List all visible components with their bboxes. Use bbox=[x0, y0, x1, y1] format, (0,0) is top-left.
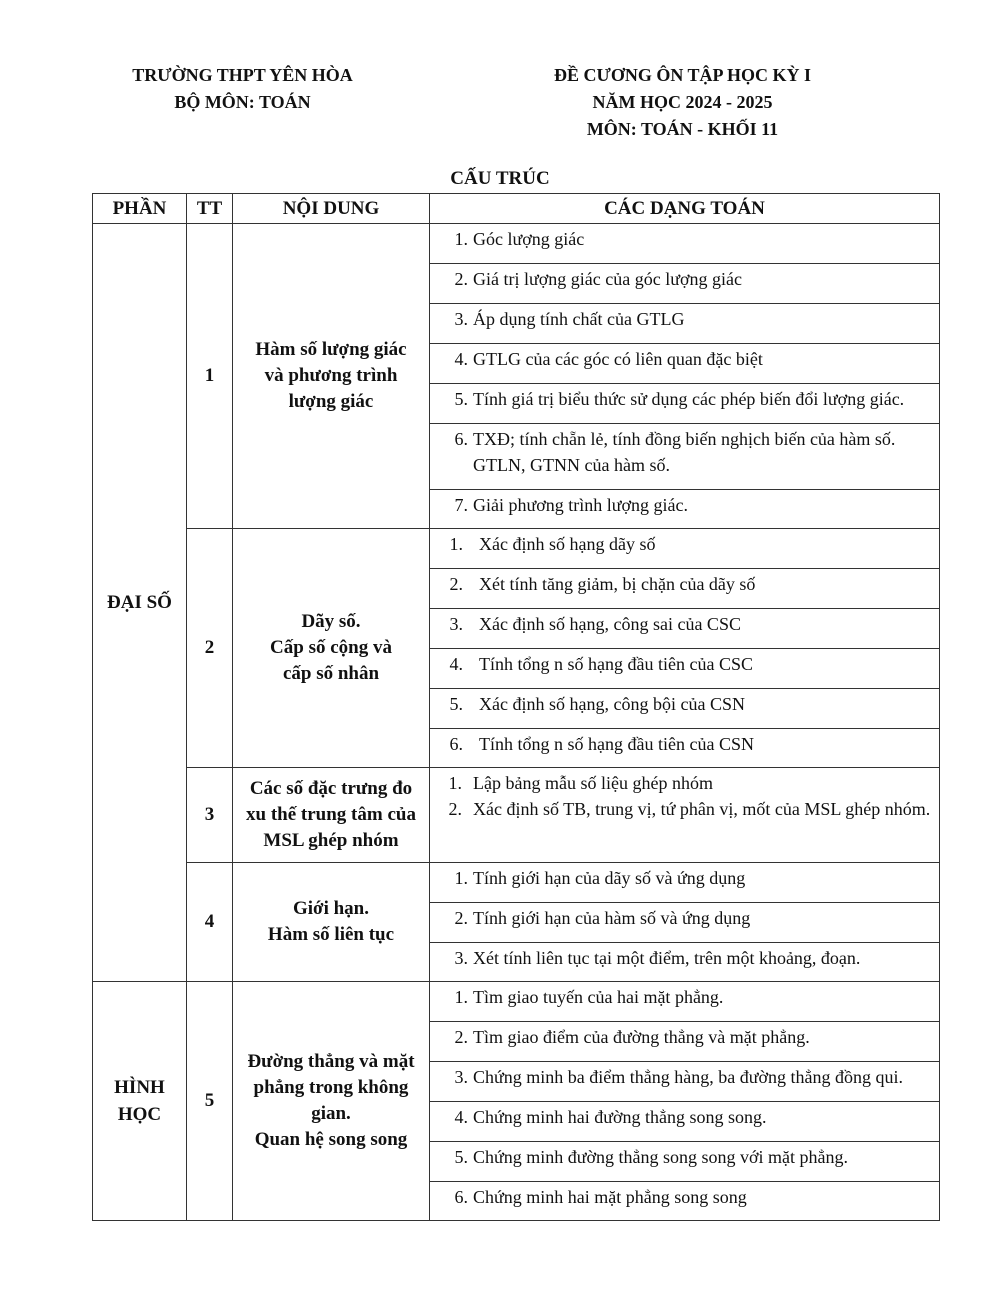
school-year: NĂM HỌC 2024 - 2025 bbox=[592, 92, 773, 112]
tt-cell: 3 bbox=[187, 768, 233, 863]
table-header-row bbox=[93, 194, 940, 224]
content-line: Dãy số. bbox=[301, 611, 361, 632]
item-text: Chứng minh ba điểm thẳng hàng, ba đường thẳng đồng qui. bbox=[473, 1067, 903, 1087]
item-text: Lập bảng mẫu số liệu ghép nhóm bbox=[473, 773, 713, 793]
content-line: Hàm số lượng giác bbox=[255, 339, 407, 360]
item-number: 1. bbox=[449, 534, 463, 554]
content-line: cấp số nhân bbox=[282, 663, 380, 684]
table-row bbox=[93, 982, 940, 1221]
item-text: Xét tính liên tục tại một điểm, trên một khoảng, đoạn. bbox=[473, 948, 861, 968]
item-text: Giá trị lượng giác của góc lượng giác bbox=[473, 269, 742, 289]
item-number: 3. bbox=[454, 948, 468, 968]
syllabus-table bbox=[92, 193, 940, 1221]
item-number: 5. bbox=[449, 694, 463, 714]
content-line: Hàm số liên tục bbox=[267, 924, 395, 945]
content-line: và phương trình bbox=[264, 365, 398, 386]
item-text: Tính giới hạn của dãy số và ứng dụng bbox=[473, 868, 746, 888]
item-text: TXĐ; tính chẵn lẻ, tính đồng biến nghịch biến của hàm số. GTLN, GTNN của hàm số. bbox=[473, 429, 896, 475]
item-number: 2. bbox=[448, 799, 462, 819]
item-number: 1. bbox=[448, 773, 462, 793]
part-cell-algebra bbox=[93, 224, 187, 982]
item-number: 1. bbox=[454, 229, 468, 249]
item-number: 3. bbox=[449, 614, 463, 634]
list-item bbox=[430, 1182, 939, 1220]
part-label: ĐẠI SỐ bbox=[107, 592, 172, 613]
table-row bbox=[93, 529, 940, 768]
item-text: Chứng minh hai đường thẳng song song. bbox=[473, 1107, 767, 1127]
item-number: 2. bbox=[454, 1027, 468, 1047]
item-number: 6. bbox=[454, 1187, 468, 1207]
item-text: Góc lượng giác bbox=[473, 229, 585, 249]
item-number: 4. bbox=[454, 1107, 468, 1127]
content-line: Giới hạn. bbox=[293, 898, 369, 919]
item-list bbox=[430, 768, 939, 822]
tt-cell: 5 bbox=[187, 982, 233, 1221]
items-cell bbox=[430, 529, 940, 768]
list-item bbox=[430, 1142, 939, 1182]
header-problem-types: CÁC DẠNG TOÁN bbox=[430, 194, 940, 224]
content-line: Quan hệ song song bbox=[254, 1129, 408, 1150]
list-item bbox=[430, 770, 931, 796]
item-number: 6. bbox=[449, 734, 463, 754]
content-cell bbox=[233, 768, 430, 863]
list-item bbox=[430, 649, 939, 689]
section-title: CẤU TRÚC bbox=[450, 168, 550, 189]
item-text: Tính tổng n số hạng đầu tiên của CSC bbox=[479, 654, 753, 674]
tt-cell: 4 bbox=[187, 863, 233, 982]
items-cell bbox=[430, 768, 940, 863]
item-number: 3. bbox=[454, 1067, 468, 1087]
table-row bbox=[93, 224, 940, 529]
list-item bbox=[430, 529, 939, 569]
tt-cell: 1 bbox=[187, 224, 233, 529]
list-item bbox=[430, 796, 931, 822]
document-title: ĐỀ CƯƠNG ÔN TẬP HỌC KỲ I bbox=[553, 65, 812, 85]
list-item bbox=[430, 689, 939, 729]
content-line: Cấp số cộng và bbox=[270, 637, 392, 658]
item-text: Xác định số hạng dãy số bbox=[479, 534, 656, 554]
item-text: Chứng minh đường thẳng song song với mặt phẳng. bbox=[473, 1147, 849, 1167]
list-item bbox=[430, 384, 939, 424]
content-line: phẳng trong không bbox=[253, 1077, 409, 1098]
item-number: 5. bbox=[454, 1147, 468, 1167]
header-part: PHẦN bbox=[93, 194, 187, 224]
content-cell bbox=[233, 529, 430, 768]
header-left bbox=[80, 62, 405, 116]
list-item bbox=[430, 264, 939, 304]
item-text: Xác định số TB, trung vị, tứ phân vị, mốt của MSL ghép nhóm. bbox=[473, 799, 931, 819]
list-item bbox=[430, 1022, 939, 1062]
item-text: Tính giá trị biểu thức sử dụng các phép biến đổi lượng giác. bbox=[473, 389, 905, 409]
school-name: TRƯỜNG THPT YÊN HÒA bbox=[132, 65, 353, 85]
item-text: Áp dụng tính chất của GTLG bbox=[473, 309, 685, 329]
item-text: Tìm giao tuyến của hai mặt phẳng. bbox=[473, 987, 724, 1007]
content-cell bbox=[233, 224, 430, 529]
list-item bbox=[430, 224, 939, 264]
item-text: Xét tính tăng giảm, bị chặn của dãy số bbox=[479, 574, 756, 594]
item-number: 2. bbox=[454, 269, 468, 289]
item-number: 4. bbox=[449, 654, 463, 674]
list-item bbox=[430, 424, 939, 490]
content-cell bbox=[233, 982, 430, 1221]
list-item bbox=[430, 609, 939, 649]
part-label-line: HÌNH bbox=[114, 1077, 165, 1098]
item-text: Chứng minh hai mặt phẳng song song bbox=[473, 1187, 747, 1207]
item-number: 1. bbox=[454, 868, 468, 888]
item-number: 2. bbox=[449, 574, 463, 594]
item-number: 5. bbox=[454, 389, 468, 409]
item-text: Xác định số hạng, công bội của CSN bbox=[479, 694, 745, 714]
items-cell bbox=[430, 863, 940, 982]
list-item bbox=[430, 863, 939, 903]
table-row bbox=[93, 863, 940, 982]
item-text: GTLG của các góc có liên quan đặc biệt bbox=[473, 349, 763, 369]
item-number: 2. bbox=[454, 908, 468, 928]
content-line: lượng giác bbox=[288, 391, 374, 412]
list-item bbox=[430, 1102, 939, 1142]
table-row bbox=[93, 768, 940, 863]
header-tt: TT bbox=[187, 194, 233, 224]
list-item bbox=[430, 729, 939, 767]
list-item bbox=[430, 903, 939, 943]
items-cell bbox=[430, 224, 940, 529]
content-line: Các số đặc trưng đo bbox=[249, 778, 413, 799]
content-line: Đường thẳng và mặt bbox=[247, 1051, 415, 1072]
item-number: 1. bbox=[454, 987, 468, 1007]
part-label-line: HỌC bbox=[117, 1104, 162, 1125]
department-name: BỘ MÔN: TOÁN bbox=[174, 92, 311, 112]
list-item bbox=[430, 304, 939, 344]
list-item bbox=[430, 1062, 939, 1102]
item-number: 4. bbox=[454, 349, 468, 369]
list-item bbox=[430, 943, 939, 981]
items-cell bbox=[430, 982, 940, 1221]
content-line: MSL ghép nhóm bbox=[263, 830, 399, 851]
item-number: 3. bbox=[454, 309, 468, 329]
tt-cell: 2 bbox=[187, 529, 233, 768]
list-item bbox=[430, 490, 939, 528]
list-item bbox=[430, 344, 939, 384]
content-line: gian. bbox=[311, 1103, 351, 1124]
content-line: xu thế trung tâm của bbox=[246, 804, 416, 825]
item-text: Xác định số hạng, công sai của CSC bbox=[479, 614, 741, 634]
part-cell-geometry bbox=[93, 982, 187, 1221]
subject-line: MÔN: TOÁN - KHỐI 11 bbox=[586, 119, 779, 139]
content-cell bbox=[233, 863, 430, 982]
item-text: Tính giới hạn của hàm số và ứng dụng bbox=[473, 908, 751, 928]
header-content: NỘI DUNG bbox=[233, 194, 430, 224]
item-number: 6. bbox=[454, 429, 468, 449]
header-right bbox=[505, 62, 860, 143]
item-text: Tính tổng n số hạng đầu tiên của CSN bbox=[479, 734, 754, 754]
item-number: 7. bbox=[454, 495, 468, 515]
list-item bbox=[430, 982, 939, 1022]
item-text: Tìm giao điểm của đường thẳng và mặt phẳng. bbox=[473, 1027, 810, 1047]
item-text: Giải phương trình lượng giác. bbox=[473, 495, 689, 515]
list-item bbox=[430, 569, 939, 609]
